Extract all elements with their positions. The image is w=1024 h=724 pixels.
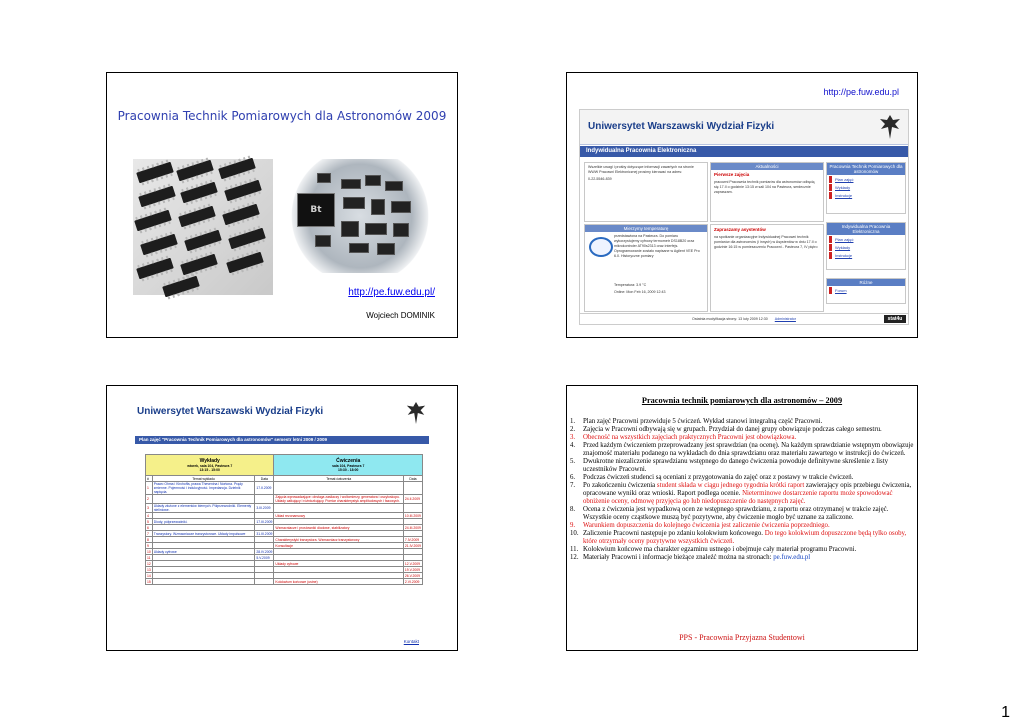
exercise-topic (274, 504, 403, 513)
wafer-photo (285, 159, 435, 273)
rule-item: 2. Zajęcia w Pracowni odbywają się w grupach. Przydział do danej grupy obowiązuje podczas całego semestru. (570, 426, 882, 433)
lecture-topic (152, 579, 255, 585)
table-row (146, 504, 423, 513)
nav2-link-lectures[interactable]: Wykłady (829, 244, 903, 251)
website-url[interactable]: http://pe.fuw.edu.pl (823, 87, 899, 97)
exercise-topic: Charakterystyki tranzystora. Wzmacniacz tranzystorowy (274, 537, 403, 543)
rules-footer: PPS - Pracownia Przyjazna Studentowi (679, 633, 805, 642)
site-footer-text: Ostatnia modyfikacja strony: 13 luty 2009 12:30 (692, 317, 768, 321)
site-title-bar: Indywidualna Pracownia Elektroniczna (580, 146, 908, 157)
exercise-date: 12.V.2009 (403, 561, 422, 567)
exercise-topic: Zajęcia wprowadzające: obsługa zasilaczy i woltomierzy, generatora i oscyloskopu. Układy całkujący i różniczkujący. Pomiar charakterystyk amplitudowych i fazowych. (274, 495, 403, 504)
lecture-date: 28.IV.2009 (256, 549, 273, 554)
rule-item: 8. Ocena z ćwiczenia jest wypadkową ocen ze wstępnego sprawdzianu, z raportu oraz otrzymanej w trakcie zajęć. Wszystkie oceny cząstkowe muszą być pozytywne, aby ćwiczenie mogło być uznane za zaliczone. (570, 506, 889, 521)
rule-item: 12. Materiały Pracowni i informacje bieżące znaleźć można na stronach: pe.fuw.edu.pl (570, 554, 811, 561)
exercises-header: Ćwiczenia sala 104, Pasteura 7 15:30 - 18:00 (274, 455, 423, 476)
exercise-date: 21.IV.2009 (404, 543, 421, 548)
lecture-topic: Tranzystory. Wzmacniacze tranzystorowe. Układy impulsowe (152, 531, 255, 537)
slide-title (106, 72, 458, 338)
row-number: 6 (146, 525, 153, 531)
site-name: Uniwersytet Warszawski Wydział Fizyki (137, 406, 324, 417)
schedule-table (145, 454, 423, 585)
rules-list (570, 418, 914, 562)
lecture-topic: Układy złożone z elementów biernych. Półprzewodniki. Elementy nieliniowe. (152, 504, 255, 513)
wafer-chip-label: Bt (297, 193, 335, 227)
row-number: 1 (146, 482, 153, 495)
site-footer (580, 313, 908, 324)
contact-text: Wszelkie uwagi i prośby dotyczące informacji zawartych na stronie WWW Pracowni Elektronicznej prosimy kierować na adres: (588, 165, 694, 174)
exercise-date (403, 482, 422, 495)
row-number: 13 (147, 567, 151, 572)
news2-panel (710, 224, 824, 312)
nav1-header: Pracownia Technik Pomiarowych dla astronomów (827, 163, 905, 175)
author-name: Wojciech DOMINIK (366, 311, 435, 320)
lecture-date (255, 579, 274, 585)
materials-link[interactable]: pe.fuw.edu.pl (773, 554, 811, 561)
exercise-topic: Kolokwium końcowe (ustne) (274, 579, 403, 585)
col-lecture-topic: Temat wykładu (152, 476, 255, 482)
slide-rules (566, 385, 918, 651)
table-row (146, 482, 423, 495)
table-row (146, 579, 423, 585)
schedule-title-bar: Plan zajęć "Pracownia Technik Pomiarowych dla astronomów" semestr letni 2009 / 2009 (135, 436, 429, 444)
row-number: 7 (146, 531, 153, 537)
lecture-date: 31.III.2009 (256, 531, 273, 536)
lecture-topic (152, 495, 255, 504)
nav2-link-plan[interactable]: Plan zajęć (829, 236, 903, 243)
exercise-topic: Konsultacje (274, 543, 403, 549)
exercise-date: 24.III.2009 (404, 525, 421, 530)
row-number: 5 (146, 519, 153, 525)
eagle-emblem-icon (405, 400, 427, 426)
rule-item: 1. Plan zajęć Pracowni przewiduje 5 ćwiczeń. Wykład stanowi integralną część Pracowni. (570, 418, 823, 425)
contact-phone: 0-22-5546-839 (588, 177, 612, 181)
col-exercise-topic: Temat ćwiczenia (274, 476, 403, 482)
rule-item: 6. Podczas ćwiczeń studenci są oceniani z przygotowania do zajęć oraz z postawy w trakcie ćwiczeń. (570, 474, 854, 481)
exercise-date (403, 504, 422, 513)
news2-title[interactable]: Zapraszamy asystentów (714, 227, 766, 232)
news-panel (710, 162, 824, 222)
lecture-date: 5.V.2009 (255, 555, 274, 561)
contact-panel (584, 162, 708, 222)
news1-text: pracowni Pracownia technik pomiarów dla astronomów odbędą się 17.II o godzinie 13:15 w sali 104 na Pasteura, serdecznie zapraszam. (714, 180, 815, 194)
slide-website (566, 72, 918, 338)
exercise-topic (274, 482, 403, 495)
nav1-link-plan[interactable]: Plan zajęć (829, 176, 903, 183)
row-number: 3 (146, 504, 153, 513)
website-link[interactable]: http://pe.fuw.edu.pl/ (348, 287, 435, 298)
row-number: 14 (147, 573, 151, 578)
row-number: 10 (147, 549, 151, 554)
page-number: 1 (1001, 704, 1010, 721)
nav3-header: Różne (827, 279, 905, 286)
site-name: Uniwersytet Warszawski Wydział Fizyki (588, 121, 775, 132)
stat4u-badge[interactable]: stat4u (884, 315, 906, 323)
news1-title[interactable]: Pierwsze zajęcia (714, 172, 750, 177)
lecture-date (255, 495, 274, 504)
table-row (146, 495, 423, 504)
administrator-link[interactable]: Administrator (774, 317, 796, 321)
nav2-header: Indywidualna Pracownia Elektroniczna (827, 223, 905, 235)
exercise-topic: Układ rezonansowy (274, 513, 403, 519)
nav1-link-instructions[interactable]: Instrukcje (829, 192, 903, 199)
row-number: 4 (146, 513, 153, 519)
exercise-date: 24.II.2009 (403, 495, 422, 504)
slide-schedule (106, 385, 458, 651)
nav2-link-instructions[interactable]: Instrukcje (829, 252, 903, 259)
rule-item: 4. Przed każdym ćwiczeniem przeprowadzany jest sprawdzian (na ocenę). Na każdym sprawdzianie wstępnym obowiązuje znajomość materiału podanego na wykładach do dnia sprawdzianu oraz materiału zawartego w instrukcji do ćwiczeń. (570, 442, 914, 457)
row-number: 11 (147, 555, 151, 560)
exercise-date: 7.IV.2009 (403, 537, 422, 543)
row-number: 9 (146, 543, 153, 549)
site-header (580, 110, 908, 145)
temperature-reading: Temperatura: 3.9 °C (614, 283, 647, 287)
slide-title-heading: Pracownia Technik Pomiarowych dla Astronomów 2009 (117, 109, 447, 123)
exercise-date: 10.III.2009 (404, 513, 421, 518)
nav-box-misc (826, 278, 906, 304)
lecture-date: 17.II.2009 (255, 482, 274, 495)
row-number: 2 (146, 495, 153, 504)
lecture-topic: Diody, półprzewodniki. (152, 519, 255, 525)
news2-text: na spotkanie organizacyjne Indywidualnej Pracowni technik pomiarów dla astronomów (i innych) w Asystentów w dniu 17.II o godzinie 16:15 w pomieszczeniu Pracowni - Pasteura 7, IV piętro (714, 235, 818, 249)
exercise-date: 26.V.2009 (403, 573, 422, 579)
eagle-emblem-icon (878, 113, 902, 141)
exercise-date: 19.V.2009 (403, 567, 422, 573)
col-exercise-date: Data (403, 476, 422, 482)
rule-item: 9. Warunkiem dopuszczenia do kolejnego ćwiczenia jest zaliczenie ćwiczenia poprzedniego. (570, 522, 830, 529)
temperature-header: Mierzymy temperaturę (585, 225, 707, 232)
row-number: 12 (147, 561, 151, 566)
vee-logo-icon (589, 237, 613, 257)
lecture-topic: Prawo Ohma i Kirchoffa, prawa Thevenina i Nortona. Prądy zmienne. Pojemność i indukcyjność. Impedancja. Dzielnik napięcia. (152, 482, 255, 495)
lecture-date: 17.III.2009 (256, 519, 273, 524)
news-header: Aktualności (711, 163, 823, 170)
contact-link[interactable]: Kontakt (403, 639, 419, 644)
rule-item: 3. Obecność na wszystkich zajęciach praktycznych Pracowni jest obowiązkowa. (570, 434, 797, 441)
row-number: 8 (146, 537, 153, 543)
nav-box-ipe (826, 222, 906, 270)
temperature-text: przedstawiona na Pasteura. Do pomiaru wykorzystujemy cyfrowy termometr DS18B20 oraz mikrokontroler AT90s2313 oraz interfejs. Oprogramowanie zostało napisane w Agilent VEE Pro 6.0. Historyczne pomiary (614, 234, 700, 258)
exercise-topic: Wzmacniacze i prostowniki diodowe, stabilizatory (274, 525, 403, 531)
nav1-link-lectures[interactable]: Wykłady (829, 184, 903, 191)
exercise-topic: Układy cyfrowe (274, 561, 403, 567)
ic-chips-photo (133, 159, 273, 295)
lecture-topic: Układy cyfrowe (152, 549, 255, 555)
temperature-panel (584, 224, 708, 312)
lecture-date: 3.III.2009 (255, 504, 274, 513)
rule-item: 5. Dwukrotne niezaliczenie sprawdzianu wstępnego do danego ćwiczenia powoduje definitywne skreślenie z listy uczestników Pracowni. (570, 458, 889, 473)
nav-box-astronomy (826, 162, 906, 214)
exercise-date: 2.VI.2009 (403, 579, 422, 585)
rule-item: 7. Po zakończeniu ćwiczenia student składa w ciągu jednego tygodnia krótki raport zawierający opis przebiegu ćwiczenia, opracowane wyniki oraz wnioski. Raport podlega ocenie. Nieterminowe dostarczenie raportu może spowodować obniżenie oceny, odmowę przyjęcia go lub niedopuszczenie do następnych zajęć. (570, 482, 912, 505)
row-number: 15 (147, 579, 151, 584)
temperature-time: Online: Mon Feb 16, 2009 12:43 (614, 290, 666, 294)
lectures-header: Wykłady wtorek, sala 104, Pasteura 7 13:15 - 15:00 (146, 455, 274, 476)
rule-item: 10. Zaliczenie Pracowni następuje po zdaniu kolokwium końcowego. Do tego kolokwium dopuszczone będą tylko osoby, które otrzymały oceny pozytywne wszystkich ćwiczeń. (570, 530, 907, 545)
nav3-link-forum[interactable]: Forum (829, 287, 903, 294)
col-hash: # (146, 476, 153, 482)
schedule-screenshot (133, 396, 435, 648)
website-screenshot (579, 109, 909, 325)
rule-item: 11. Kolokwium końcowe ma charakter egzaminu ustnego i obejmuje cały materiał programu Pracowni. (570, 546, 857, 553)
rules-title: Pracownia technik pomiarowych dla astronomów – 2009 (641, 396, 843, 405)
col-lecture-date: Data (255, 476, 274, 482)
